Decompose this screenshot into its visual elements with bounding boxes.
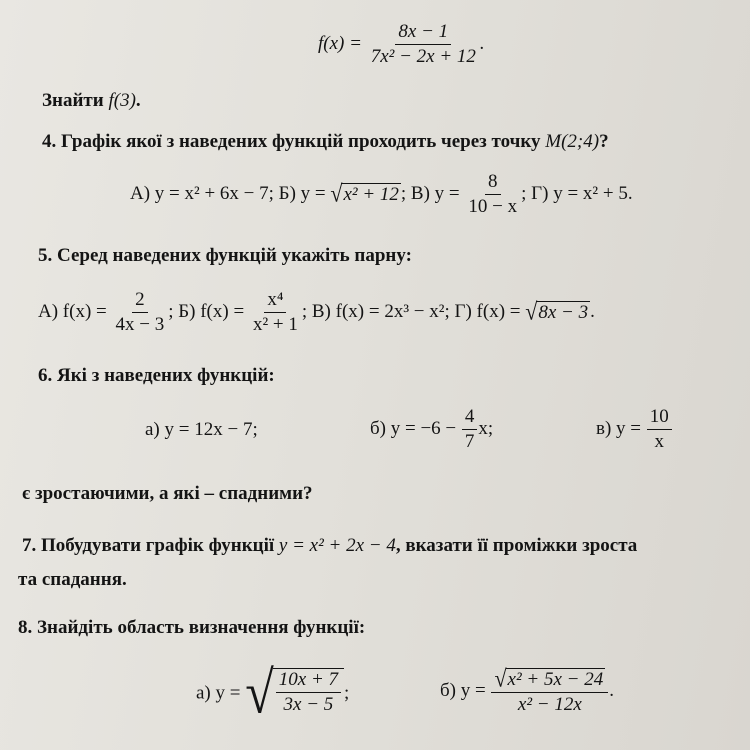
q6-b-numerator: 4 (462, 407, 478, 430)
q4-options (130, 172, 633, 217)
find-text: Знайти (42, 90, 104, 111)
find-task (42, 91, 141, 110)
q8-title: 8. Знайдіть область визначення функції: (18, 617, 366, 638)
q5-a-denominator: 4x − 3 (115, 313, 165, 335)
q8-a-label: а) y = (196, 682, 241, 704)
q5-b-fraction (250, 290, 301, 335)
q4-option-b-root: √ x² + 12 (330, 180, 399, 208)
fx-lhs: f(x) = (318, 32, 362, 54)
q6-option-a: а) y = 12x − 7; (145, 419, 258, 440)
fx-numerator: 8x − 1 (395, 22, 451, 45)
q7-tail: , вказати її проміжки зроста (395, 535, 638, 556)
q8-b-radicand: x² + 5x − 24 (507, 669, 604, 690)
q8-a-root: √ $\frac{10x + 7}{3x - 5}$ (245, 668, 344, 720)
q4-option-b-radicand: x² + 12 (343, 184, 399, 206)
q6-v-label: в) y = (596, 417, 642, 439)
q7-line1 (22, 536, 637, 555)
q6-title: 6. Які з наведених функцій: (38, 365, 275, 386)
q5-a-fraction (113, 290, 168, 335)
q6-option-b (370, 407, 493, 452)
q7-expr: y = x² + 2x − 4 (278, 535, 396, 556)
q6-footer: є зростаючими, а які – спадними? (22, 483, 313, 504)
q4-v-numerator: 8 (485, 172, 501, 195)
q4-text: 4. Графік якої з наведених функцій проходить через точку (42, 131, 541, 152)
fx-fraction (368, 22, 479, 67)
q5-g-radicand: 8x − 3 (538, 302, 589, 324)
fx-denominator: 7x² − 2x + 12 (370, 45, 476, 67)
q6-v-numerator: 10 (647, 407, 672, 430)
fx-definition (318, 22, 485, 67)
q5-g-root: √ 8x − 3 (525, 298, 589, 326)
q4-option-v-label: ; В) y = (400, 182, 460, 204)
q5-g-tail: . (590, 300, 595, 322)
q4-option-g: ; Г) y = x² + 5. (521, 182, 633, 204)
find-expr: f(3) (108, 90, 136, 111)
q5-b-numerator: x⁴ (264, 290, 286, 313)
q7-text: 7. Побудувати графік функції (22, 535, 275, 556)
q5-option-b: ; Б) f(x) = (168, 300, 245, 322)
fx-tail: . (479, 32, 485, 54)
q4-tail: ? (599, 131, 609, 152)
q6-b-label: б) y = −6 − (370, 417, 457, 439)
q6-v-denominator: x (654, 430, 665, 452)
q8-a-numerator: 10x + 7 (276, 670, 341, 693)
q5-option-v: ; В) f(x) = 2x³ − x²; Г) f(x) = (301, 300, 521, 322)
q4-point: M(2;4) (545, 131, 600, 152)
q4-v-denominator: 10 − x (468, 195, 518, 217)
q4-option-v-fraction (465, 172, 520, 217)
q6-v-fraction (647, 407, 672, 452)
q8-b-label: б) y = (440, 679, 486, 701)
q8-b-tail: . (609, 679, 615, 701)
q6-b-fraction (462, 407, 478, 452)
q6-option-v (596, 407, 673, 452)
q8-a-denominator: 3x − 5 (283, 693, 334, 715)
q8-b-root: √ x² + 5x − 24 (494, 664, 604, 693)
q6-b-denominator: 7 (464, 430, 475, 452)
q8-option-b (440, 664, 615, 715)
find-tail: . (135, 90, 141, 111)
q4-option-a: А) y = x² + 6x − 7; Б) y = (130, 182, 326, 204)
q4-title (42, 132, 609, 151)
q8-a-fraction (276, 670, 341, 715)
q6-b-tail: x; (478, 417, 494, 439)
q5-options (38, 290, 595, 335)
q8-option-a (196, 660, 350, 727)
q5-title: 5. Серед наведених функцій укажіть парну: (38, 245, 412, 266)
q7-line2: та спадання. (18, 569, 127, 590)
q5-option-a: А) f(x) = (38, 300, 107, 322)
q5-a-numerator: 2 (132, 290, 148, 313)
q8-b-denominator: x² − 12x (517, 694, 582, 715)
q8-b-fraction (491, 664, 608, 715)
q8-a-tail: ; (344, 682, 350, 704)
q5-b-denominator: x² + 1 (252, 313, 298, 335)
